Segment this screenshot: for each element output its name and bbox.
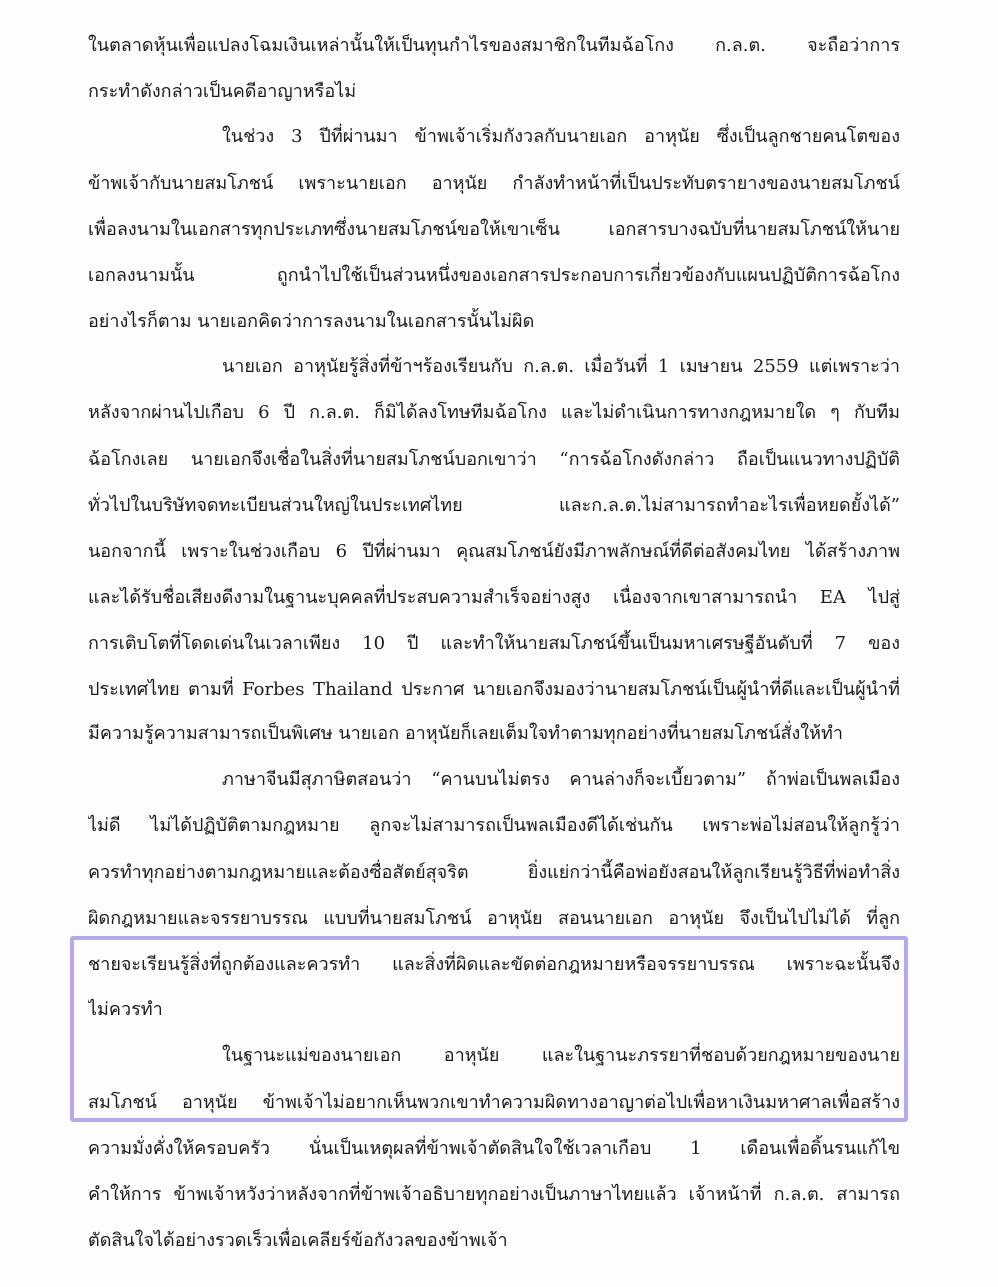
text-line: ไม่ดี ไม่ได้ปฏิบัติตามกฎหมาย ลูกจะไม่สามารถเป็นพลเมืองดีได้เช่นกัน เพราะพ่อไม่สอนให้ลูกรู้ว่า: [88, 815, 900, 836]
text-line: ไม่ควรทำ: [88, 999, 163, 1020]
text-line: เอกลงนามนั้น ถูกนำไปใช้เป็นส่วนหนึ่งของเอกสารประกอบการเกี่ยวข้องกับแผนปฏิบัติการฉ้อโกง: [88, 265, 900, 286]
text-line: หลังจากผ่านไปเกือบ 6 ปี ก.ล.ต. ก็มิได้ลงโทษทีมฉ้อโกง และไม่ดำเนินการทางกฎหมายใด ๆ กับทีม: [88, 402, 900, 423]
text-line: ประเทศไทย ตามที่ Forbes Thailand ประกาศ นายเอกจึงมองว่านายสมโภชน์เป็นผู้นำที่ดีและเป็นผู้นำที่: [88, 679, 900, 700]
text-line: กระทำดังกล่าวเป็นคดีอาญาหรือไม่: [88, 81, 357, 102]
text-line: มีความรู้ความสามารถเป็นพิเศษ นายเอก อาหุนัยก็เลยเต็มใจทำตามทุกอย่างที่นายสมโภชน์สั่งให้ทำ: [88, 723, 843, 744]
text-line: ในตลาดหุ้นเพื่อแปลงโฉมเงินเหล่านั้นให้เป็นทุนกำไรของสมาชิกในทีมฉ้อโกง ก.ล.ต. จะถือว่าการ: [88, 35, 900, 56]
text-line: คำให้การ ข้าพเจ้าหวังว่าหลังจากที่ข้าพเจ้าอธิบายทุกอย่างเป็นภาษาไทยแล้ว เจ้าหน้าที่ ก.ล.ต. สามารถ: [88, 1184, 900, 1205]
text-line: ทั่วไปในบริษัทจดทะเบียนส่วนใหญ่ในประเทศไทย และก.ล.ต.ไม่สามารถทำอะไรเพื่อหยดยั้งได้”: [88, 495, 900, 516]
paragraph-start-line: ในช่วง 3 ปีที่ผ่านมา ข้าพเจ้าเริ่มกังวลกับนายเอก อาหุนัย ซึ่งเป็นลูกชายคนโตของ: [222, 126, 900, 147]
text-line: เพื่อลงนามในเอกสารทุกประเภทซึ่งนายสมโภชน์ขอให้เขาเซ็น เอกสารบางฉบับที่นายสมโภชน์ให้นาย: [88, 219, 900, 240]
text-line: ความมั่งคั่งให้ครอบครัว นั่นเป็นเหตุผลที่ข้าพเจ้าตัดสินใจใช้เวลาเกือบ 1 เดือนเพื่อดิ้นรนแก้ไข: [88, 1138, 900, 1159]
text-line: อย่างไรก็ตาม นายเอกคิดว่าการลงนามในเอกสารนั้นไม่ผิด: [88, 311, 535, 332]
text-line: ควรทำทุกอย่างตามกฎหมายและต้องซื่อสัตย์สุจริต ยิ่งแย่กว่านี้คือพ่อยังสอนให้ลูกเรียนรู้วิธีที่พ่อทำสิ่ง: [88, 862, 900, 883]
text-line: และได้รับชื่อเสียงดีงามในฐานะบุคคลที่ประสบความสำเร็จอย่างสูง เนื่องจากเขาสามารถนำ EA ไปสู่: [88, 587, 900, 608]
paragraph-start-line: ภาษาจีนมีสุภาษิตสอนว่า “คานบนไม่ตรง คานล่างก็จะเบี้ยวตาม” ถ้าพ่อเป็นพลเมือง: [222, 769, 900, 790]
text-line: ข้าพเจ้ากับนายสมโภชน์ เพราะนายเอก อาหุนัย กำลังทำหน้าที่เป็นประทับตรายางของนายสมโภชน์: [88, 173, 900, 194]
text-line: ผิดกฎหมายและจรรยาบรรณ แบบที่นายสมโภชน์ อาหุนัย สอนนายเอก อาหุนัย จึงเป็นไปไม่ได้ ที่ลูก: [88, 908, 900, 929]
text-line: การเติบโตที่โดดเด่นในเวลาเพียง 10 ปี และทำให้นายสมโภชน์ขึ้นเป็นมหาเศรษฐีอันดับที่ 7 ของ: [88, 633, 900, 654]
text-line: ชายจะเรียนรู้สิ่งที่ถูกต้องและควรทำ และสิ่งที่ผิดและขัดต่อกฎหมายหรือจรรยาบรรณ เพราะฉะนั้นจึง: [88, 954, 900, 975]
text-line: นอกจากนี้ เพราะในช่วงเกือบ 6 ปีที่ผ่านมา คุณสมโภชน์ยังมีภาพลักษณ์ที่ดีต่อสังคมไทย ได้สร้างภาพ: [88, 541, 900, 562]
text-line: สมโภชน์ อาหุนัย ข้าพเจ้าไม่อยากเห็นพวกเขาทำความผิดทางอาญาต่อไปเพื่อหาเงินมหาศาลเพื่อสร้าง: [88, 1092, 900, 1113]
text-line: ตัดสินใจได้อย่างรวดเร็วเพื่อเคลียร์ข้อกังวลของข้าพเจ้า: [88, 1230, 508, 1251]
paragraph-start-line: นายเอก อาหุนัยรู้สิ่งที่ข้าฯร้องเรียนกับ ก.ล.ต. เมื่อวันที่ 1 เมษายน 2559 แต่เพราะว่า: [222, 356, 900, 377]
text-line: ฉ้อโกงเลย นายเอกจึงเชื่อในสิ่งที่นายสมโภชน์บอกเขาว่า “การฉ้อโกงดังกล่าว ถือเป็นแนวทางปฏิบัติ: [88, 449, 900, 470]
paragraph-start-line: ในฐานะแม่ของนายเอก อาหุนัย และในฐานะภรรยาที่ชอบด้วยกฎหมายของนาย: [222, 1045, 900, 1066]
